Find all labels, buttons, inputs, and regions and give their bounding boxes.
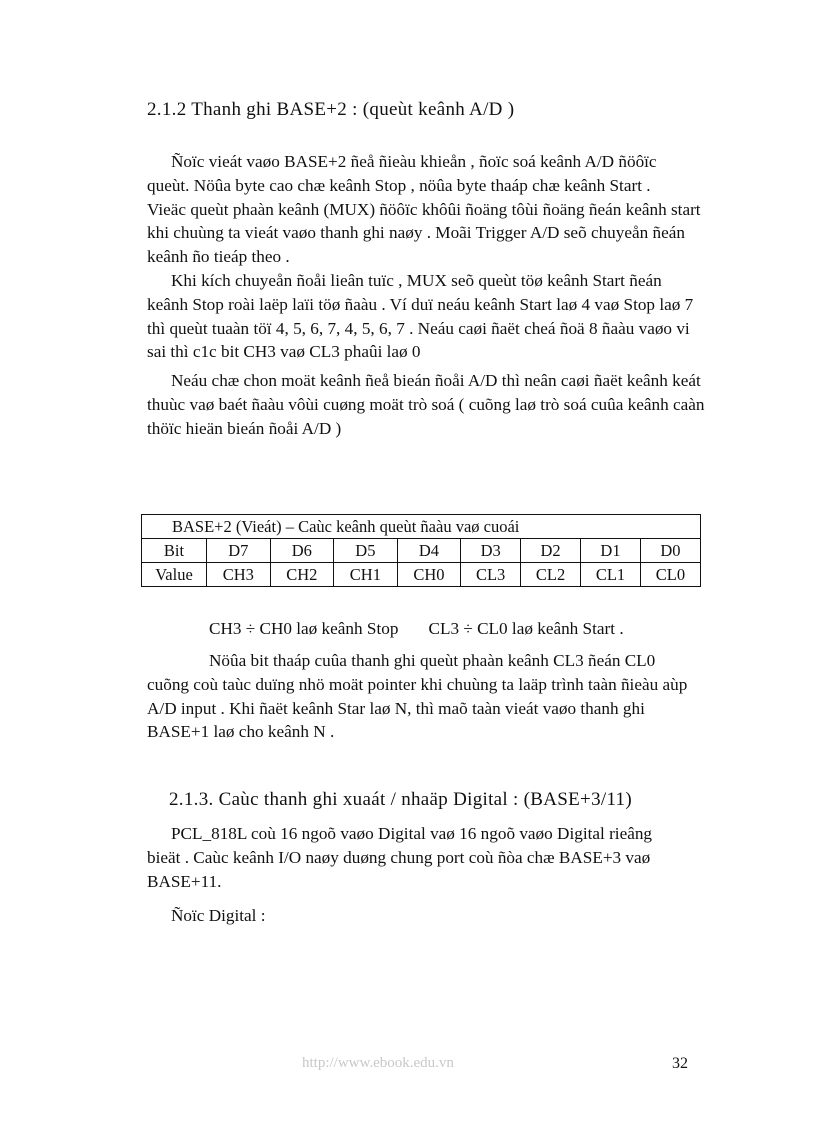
table-cell: D0 bbox=[640, 539, 700, 563]
text-line: khi chuùng ta vieát vaøo thanh ghi naøy . Moãi Trigger A/D seõ chuyeån ñeán bbox=[147, 223, 685, 243]
table-title-row bbox=[142, 515, 701, 539]
text-line: Nöûa bit thaáp cuûa thanh ghi queùt phaàn keânh CL3 ñeán CL0 bbox=[209, 651, 656, 670]
table-cell: CH0 bbox=[397, 563, 461, 587]
text-line: cuõng coù taùc duïng nhö moät pointer khi chuùng ta laäp trình taàn ñieàu aùp bbox=[147, 674, 688, 694]
table-row-header: Bit bbox=[142, 539, 207, 563]
table-cell: CH1 bbox=[334, 563, 398, 587]
footer-url-link[interactable]: http://www.ebook.edu.vn bbox=[302, 1055, 454, 1071]
page-number: 32 bbox=[672, 1055, 688, 1072]
text-line: Khi kích chuyeån ñoåi lieân tuïc , MUX seõ queùt töø keânh Start ñeán bbox=[171, 271, 662, 290]
table-cell: D4 bbox=[397, 539, 461, 563]
text-line: Ñoïc vieát vaøo BASE+2 ñeå ñieàu khieån , ñoïc soá keânh A/D ñöôïc bbox=[171, 152, 657, 171]
paragraph-digital-io bbox=[147, 822, 652, 893]
table-cell: CL0 bbox=[640, 563, 700, 587]
section-heading-2-1-3: 2.1.3. Caùc thanh ghi xuaát / nhaäp Digital : (BASE+3/11) bbox=[169, 789, 632, 810]
text-line: thöïc hieän bieán ñoåi A/D ) bbox=[147, 418, 342, 438]
digital-read-label: Ñoïc Digital : bbox=[171, 906, 266, 925]
table-row-values bbox=[142, 563, 701, 587]
table-cell: CL2 bbox=[521, 563, 581, 587]
text-line: thì queùt tuaàn töï 4, 5, 6, 7, 4, 5, 6, 7 . Neáu caøi ñaët cheá ñoä 8 ñaàu vaøo vi bbox=[147, 318, 690, 338]
table-cell: D3 bbox=[461, 539, 521, 563]
table-cell: D5 bbox=[334, 539, 398, 563]
section-heading-2-1-2: 2.1.2 Thanh ghi BASE+2 : (queùt keânh A/D ) bbox=[147, 99, 515, 120]
text-line: thuùc vaø baét ñaàu vôùi cuøng moät trò soá ( cuõng laø trò soá cuûa keânh caàn bbox=[147, 394, 705, 414]
table-cell: D6 bbox=[270, 539, 334, 563]
text-line: BASE+1 laø cho keânh N . bbox=[147, 722, 335, 742]
table-cell: CH3 bbox=[207, 563, 271, 587]
paragraph-continuous-mode bbox=[147, 269, 693, 364]
channel-range-note: CH3 ÷ CH0 laø keânh Stop CL3 ÷ CL0 laø keânh Start . bbox=[209, 619, 624, 638]
table-cell: D2 bbox=[521, 539, 581, 563]
table-title: BASE+2 (Vieát) – Caùc keânh queùt ñaàu vaø cuoái bbox=[142, 515, 701, 539]
table-cell: CH2 bbox=[270, 563, 334, 587]
text-line: BASE+11. bbox=[147, 871, 222, 891]
text-line: keânh ño tieáp theo . bbox=[147, 247, 290, 267]
table-cell: CL1 bbox=[581, 563, 641, 587]
table-cell: D1 bbox=[581, 539, 641, 563]
register-table bbox=[141, 514, 701, 587]
paragraph-scan-register bbox=[147, 150, 701, 269]
text-line: PCL_818L coù 16 ngoõ vaøo Digital vaø 16 ngoõ vaøo Digital rieâng bbox=[171, 824, 653, 843]
text-line: Neáu chæ chon moät keânh ñeå bieán ñoåi A/D thì neân caøi ñaët keânh keát bbox=[171, 371, 701, 390]
text-line: Vieäc queùt phaàn keânh (MUX) ñöôïc khôûi ñoäng tôùi ñoäng ñeán keânh start bbox=[147, 199, 701, 219]
text-line: queùt. Nöûa byte cao chæ keânh Stop , nöûa byte thaáp chæ keânh Start . bbox=[147, 175, 651, 195]
table-cell: CL3 bbox=[461, 563, 521, 587]
table-row-bits bbox=[142, 539, 701, 563]
table-row-header: Value bbox=[142, 563, 207, 587]
paragraph-single-channel bbox=[147, 369, 704, 440]
paragraph-pointer bbox=[147, 649, 687, 744]
text-line: keânh Stop roài laëp laïi töø ñaàu . Ví duï neáu keânh Start laø 4 vaø Stop laø 7 bbox=[147, 294, 694, 314]
table-cell: D7 bbox=[207, 539, 271, 563]
text-line: bieät . Caùc keânh I/O naøy duøng chung port coù ñòa chæ BASE+3 vaø bbox=[147, 847, 651, 867]
text-line: A/D input . Khi ñaët keânh Star laø N, thì maõ taàn vieát vaøo thanh ghi bbox=[147, 698, 645, 718]
text-line: sai thì c1c bit CH3 vaø CL3 phaûi laø 0 bbox=[147, 342, 421, 362]
